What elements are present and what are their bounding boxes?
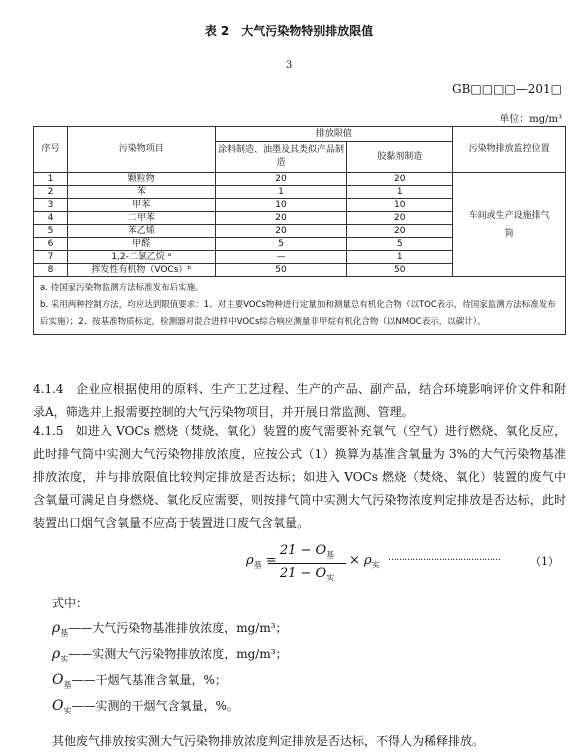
row-2-adhesive: 1: [347, 186, 453, 199]
formula-multiplier: × $\rho_实$: [349, 553, 380, 570]
row-6-no: 6: [34, 238, 68, 251]
formula-number: （1）: [530, 555, 559, 568]
formula-denominator: $21 - O_实$: [279, 565, 335, 583]
row-6-item: 甲醛: [67, 238, 215, 251]
standard-code: GB□□□□—201□: [452, 82, 562, 96]
emission-limits-table: [33, 126, 566, 335]
closing-statement: 其他废气排放按实测大气污染物排放浓度判定排放是否达标，不得人为稀释排放。: [52, 734, 485, 748]
formula-fraction: [268, 543, 346, 583]
unit-label: 单位：mg/m³: [499, 114, 562, 125]
header-limit-group: 排放限值: [215, 127, 452, 142]
row-5-no: 5: [34, 225, 68, 238]
row-6-adhesive: 5: [347, 238, 453, 251]
formula-1: [248, 543, 566, 583]
row-5-adhesive: 20: [347, 225, 453, 238]
row-1-item: 颗粒物: [67, 173, 215, 186]
row-3-item: 甲苯: [67, 199, 215, 212]
definitions-intro: 式中：: [52, 596, 89, 610]
clause-4-1-4: 4.1.4 企业应根据使用的原料、生产工艺过程、生产的产品、副产品，结合环境影响评价文件和附录A，筛选并上报需要控制的大气污染物项目，并开展日常监测、管理。: [33, 382, 566, 419]
note-b: b. 采用两种控制方法，均应达到限值要求：1、对主要VOCs物种进行定量加和测量总有机化合物（以TOC表示，待国家监测方法标准发布后实施）；2、按基准物质标定，检测器对混合进样中VOCs综合响应测量非甲烷有机化合物（以NMOC表示，以碳计）。: [40, 300, 556, 327]
row-7-adhesive: 1: [347, 251, 453, 264]
row-2-no: 2: [34, 186, 68, 199]
row-4-item: 二甲苯: [67, 212, 215, 225]
row-8-no: 8: [34, 264, 68, 277]
row-4-coating: 20: [215, 212, 347, 225]
header-seq: 序号: [34, 127, 68, 173]
definition-o-measured: $O_实——$实测的干烟气含氧量，%。: [52, 698, 239, 716]
header-adhesive: 胶黏剂制造: [347, 142, 453, 173]
header-item: 污染物项目: [67, 127, 215, 173]
row-5-item: 苯乙烯: [67, 225, 215, 238]
page-number: 3: [285, 60, 293, 71]
row-1-no: 1: [34, 173, 68, 186]
definition-rho-measured: $\rho_实——$实测大气污染物排放浓度，mg/m³；: [52, 646, 288, 664]
row-2-item: 苯: [67, 186, 215, 199]
header-coating: 涂料制造、油墨及其类似产品制造: [215, 142, 347, 173]
row-6-coating: 5: [215, 238, 347, 251]
row-3-no: 3: [34, 199, 68, 212]
row-7-item: 1,2-二氯乙烷 ᵃ: [67, 251, 215, 264]
row-7-coating: —: [215, 251, 347, 264]
definition-o-base: $O_基——$干烟气基准含氧量，%；: [52, 672, 227, 690]
formula-leader-dots: ……………………………………: [388, 553, 500, 563]
row-3-coating: 10: [215, 199, 347, 212]
row-8-coating: 50: [215, 264, 347, 277]
row-4-adhesive: 20: [347, 212, 453, 225]
row-3-adhesive: 10: [347, 199, 453, 212]
row-4-no: 4: [34, 212, 68, 225]
row-8-item: 挥发性有机物（VOCs）ᵇ: [67, 264, 215, 277]
row-2-coating: 1: [215, 186, 347, 199]
clause-4-1-5: 4.1.5 如进入 VOCs 燃烧（焚烧、氧化）装置的废气需要补充氧气（空气）进行燃烧、氧化反应，此时排气筒中实测大气污染物排放浓度，应按公式（1）换算为基准含氧量为 3%的大气污染物基准排放浓度，并与排放限值比较判定排放是否达标；如进入 VOCs 燃烧（焚烧、氧化）装置的废气中含氧量可满足自身燃烧、氧化反应需要，则按排气筒中实测大气污染物浓度判定排放是否达标，此时装置出口烟气含氧量不应高于装置进口废气含氧量。: [33, 424, 566, 530]
row-5-coating: 20: [215, 225, 347, 238]
monitoring-location: 车间或生产设施排气筒: [453, 173, 566, 277]
note-a: a. 待国家污染物监测方法标准发布后实施。: [40, 283, 204, 293]
row-1-coating: 20: [215, 173, 347, 186]
row-1-adhesive: 20: [347, 173, 453, 186]
row-7-no: 7: [34, 251, 68, 264]
table-title: 表 2 大气污染物特别排放限值: [204, 24, 374, 38]
definition-rho-base: $\rho_基——$大气污染物基准排放浓度，mg/m³；: [52, 620, 288, 638]
formula-numerator: $21 - O_基$: [268, 543, 346, 564]
header-location: 污染物排放监控位置: [453, 127, 566, 173]
formula-lhs: $\rho_基$ =: [246, 553, 277, 570]
row-8-adhesive: 50: [347, 264, 453, 277]
table-notes: [34, 277, 566, 335]
